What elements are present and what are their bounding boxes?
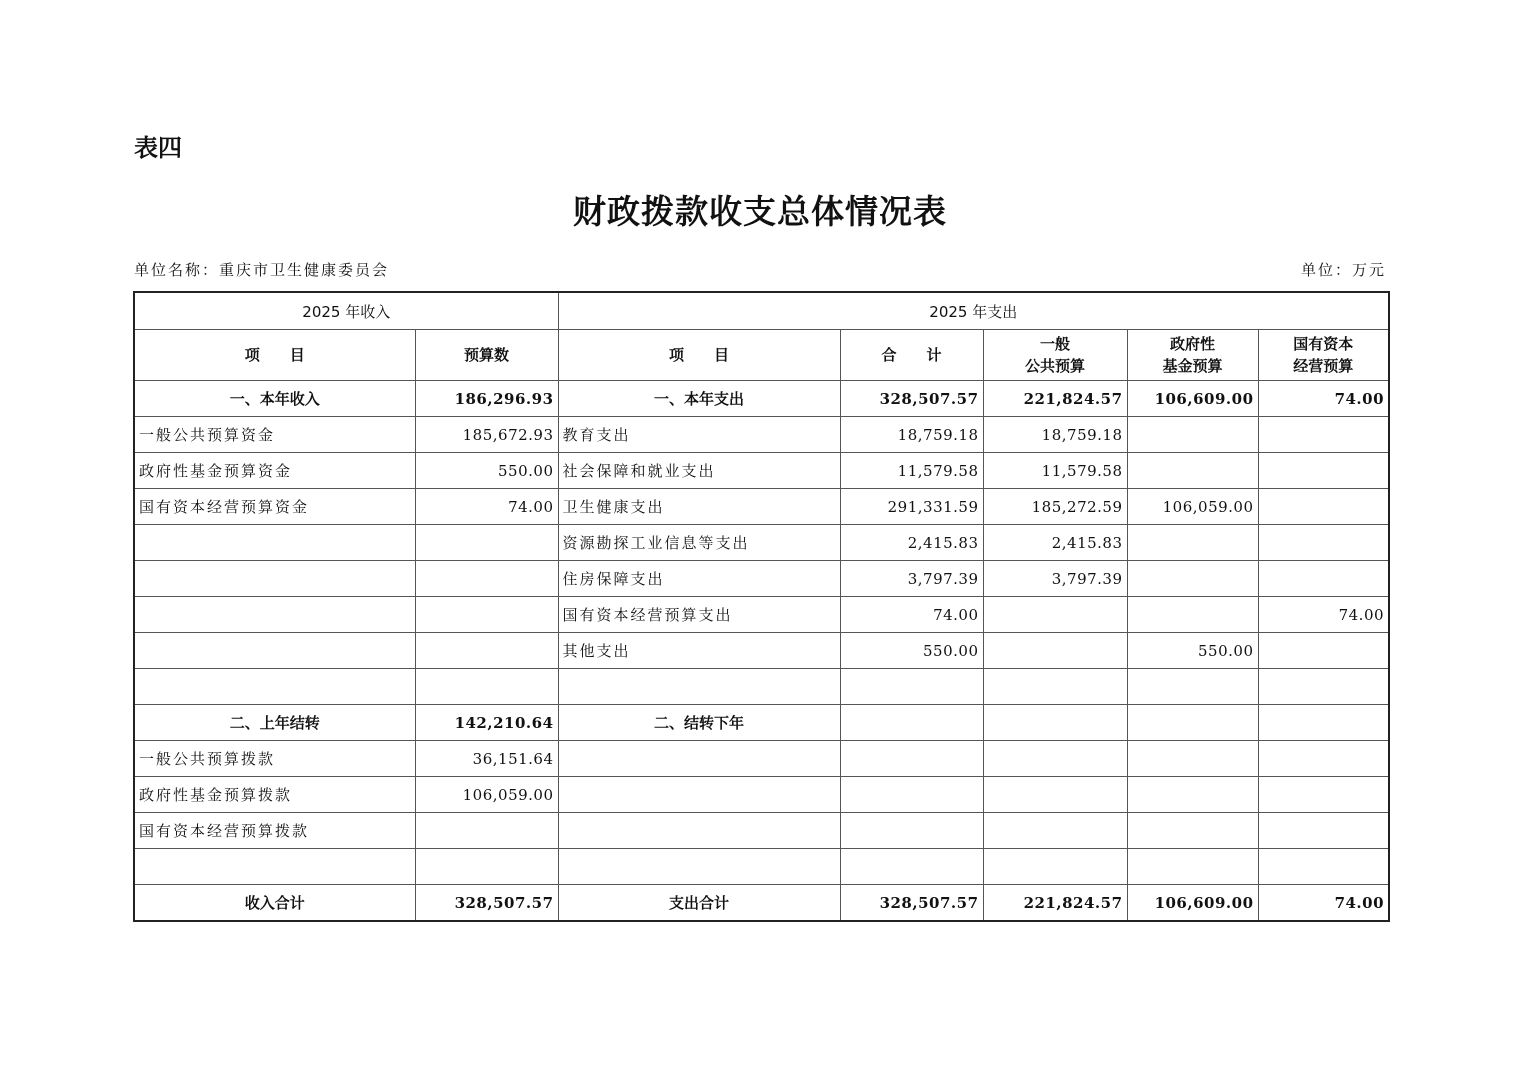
income-item-cell	[134, 849, 415, 885]
income-item-cell: 一般公共预算拨款	[134, 741, 415, 777]
income-item-cell	[134, 633, 415, 669]
income-value-cell	[415, 597, 558, 633]
expense-total-cell: 74.00	[840, 597, 983, 633]
expense-item-cell	[558, 777, 840, 813]
general-budget-cell: 18,759.18	[983, 417, 1127, 453]
state-capital-cell	[1258, 525, 1389, 561]
expense-item-cell: 支出合计	[558, 885, 840, 922]
fund-budget-cell	[1127, 597, 1258, 633]
state-capital-cell	[1258, 705, 1389, 741]
state-capital-cell	[1258, 849, 1389, 885]
general-budget-cell	[983, 849, 1127, 885]
table-row	[134, 453, 1389, 489]
state-capital-cell	[1258, 633, 1389, 669]
income-value-cell	[415, 633, 558, 669]
income-item-cell: 国有资本经营预算拨款	[134, 813, 415, 849]
state-capital-cell	[1258, 453, 1389, 489]
general-budget-cell: 2,415.83	[983, 525, 1127, 561]
income-value-cell	[415, 525, 558, 561]
fund-budget-cell	[1127, 777, 1258, 813]
income-item-cell: 一、本年收入	[134, 381, 415, 417]
fund-budget-cell	[1127, 453, 1258, 489]
expense-item-cell: 二、结转下年	[558, 705, 840, 741]
expense-total-cell: 11,579.58	[840, 453, 983, 489]
income-item-cell	[134, 669, 415, 705]
expense-item-cell: 资源勘探工业信息等支出	[558, 525, 840, 561]
income-item-cell: 国有资本经营预算资金	[134, 489, 415, 525]
expense-item-cell: 一、本年支出	[558, 381, 840, 417]
expense-total-cell: 550.00	[840, 633, 983, 669]
column-header-row	[134, 330, 1389, 381]
page-label: 表四	[134, 134, 182, 162]
expense-item-cell: 社会保障和就业支出	[558, 453, 840, 489]
expense-item-cell	[558, 813, 840, 849]
income-value-cell	[415, 813, 558, 849]
general-budget-cell	[983, 777, 1127, 813]
table-row	[134, 525, 1389, 561]
general-budget-cell	[983, 705, 1127, 741]
table-row	[134, 849, 1389, 885]
table-row	[134, 597, 1389, 633]
expense-total-cell	[840, 741, 983, 777]
expense-total-cell	[840, 813, 983, 849]
table-row	[134, 705, 1389, 741]
table-row	[134, 669, 1389, 705]
state-capital-cell: 74.00	[1258, 885, 1389, 922]
income-header: 2025 年收入	[134, 292, 558, 330]
income-value-cell: 328,507.57	[415, 885, 558, 922]
state-capital-cell	[1258, 417, 1389, 453]
unit-name: 单位名称：重庆市卫生健康委员会	[134, 261, 390, 279]
expense-total-cell	[840, 849, 983, 885]
table-row	[134, 633, 1389, 669]
income-item-cell	[134, 597, 415, 633]
section-header-row	[134, 292, 1389, 330]
fund-budget-cell: 550.00	[1127, 633, 1258, 669]
general-budget-cell: 3,797.39	[983, 561, 1127, 597]
expense-item-cell: 教育支出	[558, 417, 840, 453]
income-value-cell: 74.00	[415, 489, 558, 525]
fund-budget-cell: 106,059.00	[1127, 489, 1258, 525]
state-capital-cell	[1258, 561, 1389, 597]
fund-budget-cell	[1127, 813, 1258, 849]
income-item-cell	[134, 525, 415, 561]
income-value-cell	[415, 849, 558, 885]
income-item-cell: 二、上年结转	[134, 705, 415, 741]
fund-budget-cell	[1127, 561, 1258, 597]
budget-table	[133, 291, 1390, 922]
col-total: 合 计	[840, 330, 983, 381]
table-row	[134, 417, 1389, 453]
col-state-capital-budget: 国有资本 经营预算	[1258, 330, 1389, 381]
general-budget-cell: 11,579.58	[983, 453, 1127, 489]
unit-label: 单位：万元	[1300, 261, 1386, 279]
expense-total-cell: 2,415.83	[840, 525, 983, 561]
expense-item-cell	[558, 741, 840, 777]
general-budget-cell	[983, 741, 1127, 777]
income-value-cell: 106,059.00	[415, 777, 558, 813]
table-row	[134, 741, 1389, 777]
general-budget-cell: 221,824.57	[983, 885, 1127, 922]
expense-header: 2025 年支出	[558, 292, 1389, 330]
expense-item-cell	[558, 669, 840, 705]
fund-budget-cell: 106,609.00	[1127, 381, 1258, 417]
income-item-cell: 政府性基金预算资金	[134, 453, 415, 489]
general-budget-cell	[983, 813, 1127, 849]
expense-total-cell	[840, 777, 983, 813]
expense-total-cell: 328,507.57	[840, 885, 983, 922]
income-item-cell: 政府性基金预算拨款	[134, 777, 415, 813]
expense-item-cell: 国有资本经营预算支出	[558, 597, 840, 633]
state-capital-cell: 74.00	[1258, 381, 1389, 417]
expense-item-cell: 卫生健康支出	[558, 489, 840, 525]
fund-budget-cell	[1127, 849, 1258, 885]
table-row	[134, 813, 1389, 849]
expense-item-cell: 住房保障支出	[558, 561, 840, 597]
income-value-cell: 36,151.64	[415, 741, 558, 777]
expense-item-cell: 其他支出	[558, 633, 840, 669]
col-expense-item: 项 目	[558, 330, 840, 381]
col-income-item: 项 目	[134, 330, 415, 381]
income-value-cell: 550.00	[415, 453, 558, 489]
fund-budget-cell	[1127, 741, 1258, 777]
table-row	[134, 561, 1389, 597]
table-row	[134, 777, 1389, 813]
income-value-cell: 142,210.64	[415, 705, 558, 741]
income-item-cell: 一般公共预算资金	[134, 417, 415, 453]
general-budget-cell	[983, 669, 1127, 705]
fund-budget-cell	[1127, 417, 1258, 453]
income-item-cell	[134, 561, 415, 597]
col-general-budget: 一般 公共预算	[983, 330, 1127, 381]
expense-total-cell: 328,507.57	[840, 381, 983, 417]
expense-total-cell	[840, 669, 983, 705]
general-budget-cell: 221,824.57	[983, 381, 1127, 417]
expense-item-cell	[558, 849, 840, 885]
general-budget-cell	[983, 597, 1127, 633]
expense-total-cell: 3,797.39	[840, 561, 983, 597]
col-fund-budget: 政府性 基金预算	[1127, 330, 1258, 381]
col-income-budget: 预算数	[415, 330, 558, 381]
expense-total-cell: 291,331.59	[840, 489, 983, 525]
income-value-cell: 185,672.93	[415, 417, 558, 453]
table-row	[134, 489, 1389, 525]
fund-budget-cell	[1127, 669, 1258, 705]
expense-total-cell: 18,759.18	[840, 417, 983, 453]
state-capital-cell: 74.00	[1258, 597, 1389, 633]
income-value-cell	[415, 669, 558, 705]
table-row	[134, 381, 1389, 417]
table-body	[134, 381, 1389, 922]
state-capital-cell	[1258, 813, 1389, 849]
income-value-cell: 186,296.93	[415, 381, 558, 417]
state-capital-cell	[1258, 669, 1389, 705]
expense-total-cell	[840, 705, 983, 741]
income-item-cell: 收入合计	[134, 885, 415, 922]
general-budget-cell	[983, 633, 1127, 669]
general-budget-cell: 185,272.59	[983, 489, 1127, 525]
income-value-cell	[415, 561, 558, 597]
table-row	[134, 885, 1389, 922]
document-title: 财政拨款收支总体情况表	[573, 192, 947, 231]
fund-budget-cell	[1127, 525, 1258, 561]
fund-budget-cell	[1127, 705, 1258, 741]
state-capital-cell	[1258, 777, 1389, 813]
fund-budget-cell: 106,609.00	[1127, 885, 1258, 922]
state-capital-cell	[1258, 741, 1389, 777]
state-capital-cell	[1258, 489, 1389, 525]
